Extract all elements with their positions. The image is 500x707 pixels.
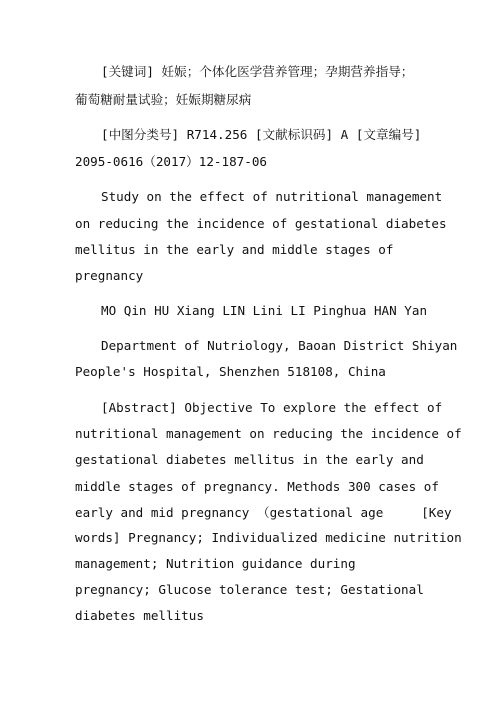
english-title-line-4: pregnancy <box>75 268 144 283</box>
abstract-line-9: diabetes mellitus <box>75 608 204 623</box>
abstract-line-5: early and mid pregnancy （gestational age [Key <box>75 505 452 520</box>
authors: MO Qin HU Xiang LIN Lini LI Pinghua HAN Yan <box>101 303 428 318</box>
abstract-line-1: [Abstract] Objective To explore the effect of <box>101 400 443 415</box>
abstract-line-8: pregnancy; Glucose tolerance test; Gestational <box>75 582 424 597</box>
abstract-line-3: gestational diabetes mellitus in the early and <box>75 452 424 467</box>
abstract-line-4: middle stages of pregnancy. Methods 300 cases of <box>75 479 439 494</box>
classification-line-2: 2095-0616（2017）12-187-06 <box>75 154 267 169</box>
english-title-line-2: on reducing the incidence of gestational diabetes <box>75 216 447 231</box>
abstract-line-6: words] Pregnancy; Individualized medicine nutrition <box>75 530 462 545</box>
abstract-line-2: nutritional management on reducing the incidence of <box>75 426 462 441</box>
english-title-line-1: Study on the effect of nutritional management <box>101 189 443 204</box>
affiliation-line-1: Department of Nutriology, Baoan District Shiyan <box>101 338 458 353</box>
abstract-line-7: management; Nutrition guidance during <box>75 556 356 571</box>
english-title-line-3: mellitus in the early and middle stages of <box>75 242 394 257</box>
classification-line-1: [中图分类号] R714.256 [文献标识码] A [文章编号] <box>101 127 422 142</box>
keywords-cn-line-1: [关键词] 妊娠；个体化医学营养管理；孕期营养指导； <box>101 64 414 79</box>
affiliation-line-2: People's Hospital, Shenzhen 518108, China <box>75 364 386 379</box>
keywords-cn-line-2: 葡萄糖耐量试验；妊娠期糖尿病 <box>75 92 252 107</box>
